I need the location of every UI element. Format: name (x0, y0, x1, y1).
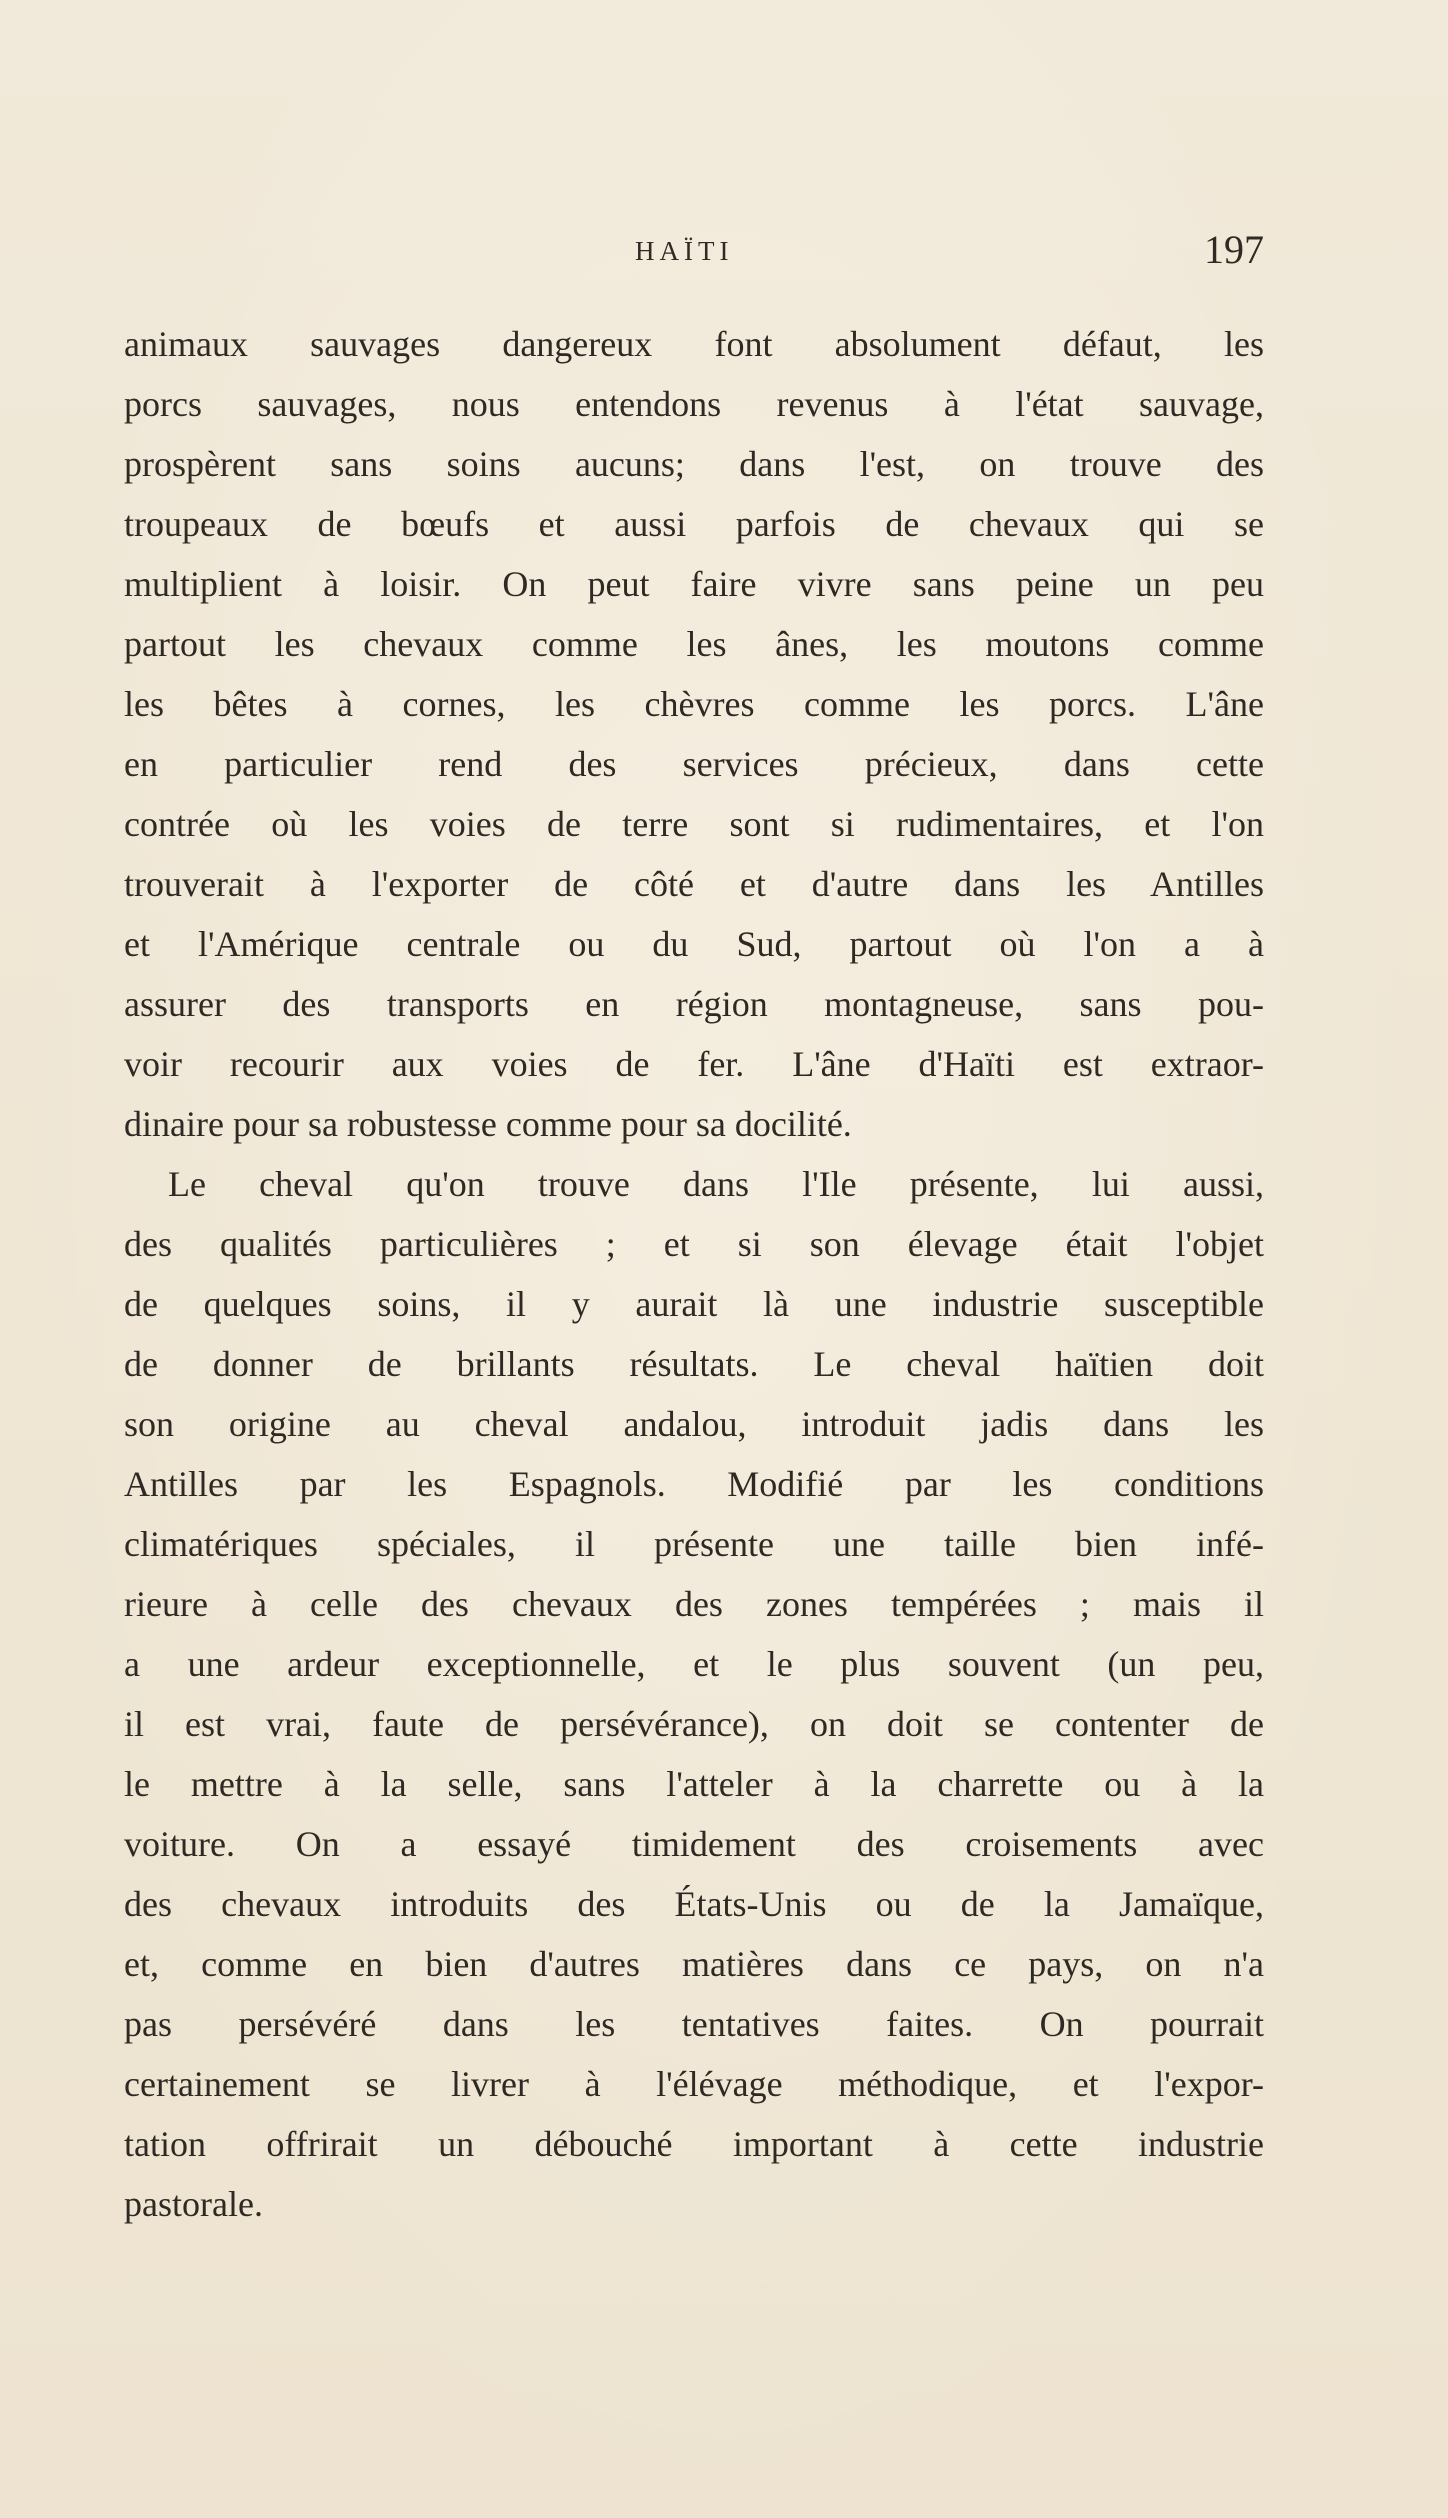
text-line: partout les chevaux comme les ânes, les moutons comme (124, 624, 1264, 664)
text-line: en particulier rend des services précieux, dans cette (124, 744, 1264, 784)
text-line: des qualités particulières ; et si son élevage était l'objet (124, 1224, 1264, 1264)
text-line: des chevaux introduits des États-Unis ou de la Jamaïque, (124, 1884, 1264, 1924)
text-line: voiture. On a essayé timidement des croisements avec (124, 1824, 1264, 1864)
text-line: assurer des transports en région montagneuse, sans pou- (124, 984, 1264, 1024)
running-head (124, 226, 1264, 282)
text-line: le mettre à la selle, sans l'atteler à la charrette ou à la (124, 1764, 1264, 1804)
text-line: son origine au cheval andalou, introduit jadis dans les (124, 1404, 1264, 1444)
body-text (124, 314, 1264, 2234)
paragraph-1 (124, 314, 1264, 1154)
text-line: rieure à celle des chevaux des zones tempérées ; mais il (124, 1584, 1264, 1624)
text-line: climatériques spéciales, il présente une taille bien infé- (124, 1524, 1264, 1564)
text-line: tation offrirait un débouché important à cette industrie (124, 2124, 1264, 2164)
running-title: HAÏTI (635, 236, 734, 266)
text-line: prospèrent sans soins aucuns; dans l'est, on trouve des (124, 444, 1264, 484)
text-line: les bêtes à cornes, les chèvres comme les porcs. L'âne (124, 684, 1264, 724)
text-line: voir recourir aux voies de fer. L'âne d'Haïti est extraor- (124, 1044, 1264, 1084)
text-line: de donner de brillants résultats. Le cheval haïtien doit (124, 1344, 1264, 1384)
text-line: contrée où les voies de terre sont si rudimentaires, et l'on (124, 804, 1264, 844)
text-line: Antilles par les Espagnols. Modifié par les conditions (124, 1464, 1264, 1504)
text-line: porcs sauvages, nous entendons revenus à l'état sauvage, (124, 384, 1264, 424)
text-line: trouverait à l'exporter de côté et d'autre dans les Antilles (124, 864, 1264, 904)
text-line: multiplient à loisir. On peut faire vivre sans peine un peu (124, 564, 1264, 604)
text-line: et, comme en bien d'autres matières dans ce pays, on n'a (124, 1944, 1264, 1984)
text-line: Le cheval qu'on trouve dans l'Ile présente, lui aussi, (168, 1164, 1264, 1204)
text-line: pastorale. (124, 2184, 263, 2224)
text-line: troupeaux de bœufs et aussi parfois de chevaux qui se (124, 504, 1264, 544)
text-line: certainement se livrer à l'élévage méthodique, et l'expor- (124, 2064, 1264, 2104)
paragraph-2 (124, 1154, 1264, 2234)
text-line: dinaire pour sa robustesse comme pour sa docilité. (124, 1104, 852, 1144)
text-line: de quelques soins, il y aurait là une industrie susceptible (124, 1284, 1264, 1324)
text-line: pas persévéré dans les tentatives faites. On pourrait (124, 2004, 1264, 2044)
text-line: il est vrai, faute de persévérance), on doit se contenter de (124, 1704, 1264, 1744)
text-line: a une ardeur exceptionnelle, et le plus souvent (un peu, (124, 1644, 1264, 1684)
text-line: animaux sauvages dangereux font absolument défaut, les (124, 324, 1264, 364)
page-number: 197 (1204, 227, 1264, 272)
text-line: et l'Amérique centrale ou du Sud, partout où l'on a à (124, 924, 1264, 964)
